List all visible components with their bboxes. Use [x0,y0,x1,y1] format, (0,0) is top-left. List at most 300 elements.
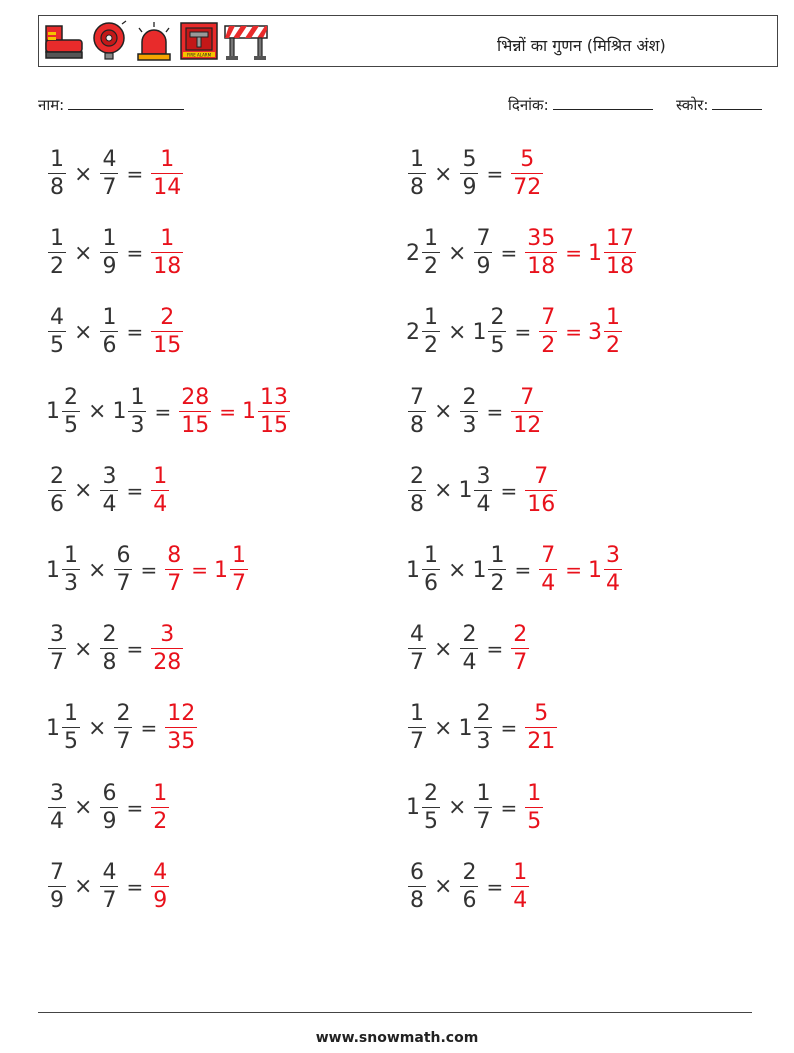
answer-fraction [149,859,171,913]
numerator: 2 [490,305,505,331]
denominator: 6 [424,571,438,596]
times-sign: × [88,557,107,583]
denominator: 9 [153,887,168,913]
answer [163,703,199,753]
answer [509,149,545,199]
problem-item [406,778,545,838]
fraction [511,624,529,674]
whole-number: 3 [587,319,602,345]
answer-equals-sign: = [565,241,582,266]
times-sign: × [434,715,453,741]
fraction [179,384,211,438]
factor-a [406,545,442,595]
fraction [488,545,506,595]
fraction [474,780,492,834]
times-sign: × [448,319,467,345]
denominator: 8 [410,175,424,200]
answer-equals-sign: = [565,320,582,345]
numerator: 7 [410,384,424,410]
answer-fraction [149,624,185,674]
denominator: 15 [259,412,288,438]
numerator: 1 [64,701,78,727]
whole-number: 1 [472,319,487,345]
numerator: 1 [64,543,78,568]
denominator: 4 [605,571,620,596]
problem-item [46,540,250,600]
factor-b [98,463,120,517]
fraction [539,307,557,357]
factor-b [98,859,120,913]
fraction [604,228,636,278]
equals-sign: = [126,162,144,186]
denominator: 7 [231,571,246,596]
denominator: 9 [50,887,64,913]
denominator: 4 [462,650,477,676]
numerator: 1 [410,147,424,172]
times-sign: × [434,399,453,425]
fraction [151,228,183,278]
denominator: 5 [490,333,505,359]
numerator: 4 [102,859,117,885]
fraction [128,384,146,438]
fraction [525,780,543,834]
fraction [114,545,132,595]
factor-a [46,624,68,674]
answer [537,307,624,357]
fraction [460,149,478,199]
denominator: 9 [102,808,117,834]
factor-b [98,780,120,834]
denominator: 9 [476,254,491,280]
fraction [62,545,80,595]
equals-sign: = [486,637,504,662]
fraction [511,149,543,199]
problem-item [46,461,171,521]
fraction [48,624,66,674]
denominator: 5 [64,729,78,755]
factor-b [472,780,494,834]
fraction [474,703,492,753]
answer-fraction [523,228,559,278]
denominator: 2 [605,333,620,359]
numerator: 1 [130,384,145,410]
denominator: 7 [476,808,491,834]
fraction [422,307,440,357]
fraction [48,149,66,199]
numerator: 1 [102,226,117,252]
times-sign: × [434,874,453,900]
equals-sign: = [126,795,144,820]
problem-item [406,382,545,442]
fraction [525,463,557,517]
score-label: स्कोर: [676,96,709,114]
fraction [100,859,118,913]
fraction [460,384,478,438]
answer-fraction [509,149,545,199]
numerator: 3 [50,780,64,806]
fraction [48,780,66,834]
problem-item [406,857,531,917]
denominator: 7 [167,571,182,596]
times-sign: × [434,636,453,662]
fraction [525,228,557,278]
date-label: दिनांक: [508,96,549,114]
numerator: 1 [102,305,117,331]
score-blank [712,95,762,110]
fraction [408,703,426,753]
denominator: 18 [153,254,182,280]
equals-sign: = [514,558,532,582]
denominator: 6 [102,333,117,359]
factor-a [406,228,442,278]
fraction [100,624,118,674]
fraction [100,307,118,357]
answer [537,545,624,595]
answer-fraction [163,545,185,595]
fraction [408,384,426,438]
fraction [48,307,66,357]
name-blank [68,95,184,110]
denominator: 5 [50,333,64,359]
denominator: 7 [513,650,528,676]
equals-sign: = [514,320,532,345]
fraction [100,463,118,517]
numerator: 2 [50,463,64,489]
numerator: 1 [153,463,168,489]
numerator: 1 [424,305,438,331]
answer-fraction [149,228,185,278]
numerator: 7 [541,305,556,331]
problem-item [46,619,185,679]
numerator: 6 [410,859,424,885]
answer-fraction [177,384,213,438]
denominator: 3 [476,729,491,755]
fraction [48,859,66,913]
whole-number: 1 [458,478,473,504]
answer [149,859,171,913]
times-sign: × [74,874,93,900]
fraction [165,703,197,753]
factor-b [458,463,494,517]
factor-b [458,384,480,438]
denominator: 18 [527,254,556,280]
denominator: 4 [476,491,491,517]
numerator: 3 [160,622,175,648]
denominator: 21 [527,729,556,755]
fraction [165,545,183,595]
numerator: 1 [424,543,438,568]
times-sign: × [434,161,453,187]
denominator: 35 [167,729,196,755]
header-icons [43,18,269,64]
whole-number: 2 [406,319,420,345]
numerator: 4 [153,859,168,885]
numerator: 7 [476,226,491,252]
numerator: 3 [605,543,620,568]
whole-number: 1 [458,715,473,741]
problem-item [46,144,185,204]
numerator: 1 [476,780,491,806]
factor-a [46,545,82,595]
denominator: 3 [64,571,78,596]
factor-a [46,149,68,199]
denominator: 2 [424,333,438,359]
footer-divider [38,1012,752,1013]
times-sign: × [74,795,93,821]
fraction [100,228,118,278]
fraction [460,624,478,674]
numerator: 3 [102,463,117,489]
fraction [100,780,118,834]
whole-number: 1 [406,557,420,583]
answer-mixed-number [588,307,624,357]
factor-a [46,228,68,278]
denominator: 8 [410,412,424,438]
whole-number: 1 [587,557,602,583]
fraction [258,384,290,438]
equals-sign: = [126,478,144,503]
numerator: 1 [513,859,528,885]
fraction [525,703,557,753]
problem-item [406,461,559,521]
name-field [38,95,184,115]
denominator: 18 [605,254,634,280]
numerator: 2 [462,622,477,648]
numerator: 1 [424,226,438,252]
answer [163,545,250,595]
fraction [408,463,426,517]
fire-alarm-box-icon [178,20,220,62]
answer-fraction [149,307,185,357]
denominator: 12 [513,412,542,438]
equals-sign: = [126,241,144,266]
problem-item [406,619,531,679]
denominator: 2 [490,571,505,596]
problem-item [46,698,199,758]
denominator: 2 [541,333,556,359]
answer-fraction [523,463,559,517]
numerator: 35 [527,226,556,252]
denominator: 28 [153,650,182,676]
fraction [151,624,183,674]
equals-sign: = [140,558,158,582]
fraction [422,228,440,278]
denominator: 9 [462,175,477,200]
factor-b [112,703,134,753]
fraction [408,149,426,199]
numerator: 3 [476,463,491,489]
times-sign: × [74,161,93,187]
denominator: 7 [50,650,64,676]
denominator: 2 [50,254,64,280]
times-sign: × [74,478,93,504]
numerator: 1 [410,701,424,727]
factor-b [98,624,120,674]
answer [149,780,171,834]
answer-fraction [163,703,199,753]
answer-fraction [509,384,545,438]
whole-number: 1 [213,557,228,583]
factor-a [46,780,68,834]
fire-alarm-label: FIRE ALARM [186,52,212,58]
problem-item [406,223,638,283]
denominator: 4 [513,887,528,913]
alarm-bell-icon [88,20,130,62]
numerator: 2 [513,622,528,648]
denominator: 7 [410,650,424,676]
numerator: 13 [259,384,288,410]
numerator: 1 [160,147,175,172]
answer [149,463,171,517]
factor-a [406,859,428,913]
numerator: 1 [50,226,64,252]
answer-equals-sign: = [191,558,208,582]
factor-b [458,149,480,199]
answer [149,624,185,674]
denominator: 2 [424,254,438,280]
answer [509,624,531,674]
factor-a [46,307,68,357]
equals-sign: = [500,716,518,741]
denominator: 8 [410,491,424,517]
footer-url: www.snowmath.com [315,1030,479,1046]
problem-item [46,382,292,442]
fraction [408,859,426,913]
answer-equals-sign: = [219,399,236,424]
factor-b [458,703,494,753]
whole-number: 1 [472,557,487,583]
denominator: 15 [153,333,182,359]
equals-sign: = [126,637,144,662]
fraction [230,545,248,595]
factor-b [112,545,134,595]
header-box [38,15,778,67]
score-field [676,95,762,115]
fraction [62,703,80,753]
fraction [48,463,66,517]
times-sign: × [88,399,107,425]
answer-fraction [509,859,531,913]
times-sign: × [88,715,107,741]
numerator: 5 [462,147,477,172]
numerator: 7 [50,859,64,885]
fraction [474,463,492,517]
denominator: 4 [102,491,117,517]
denominator: 14 [153,175,182,200]
numerator: 7 [520,384,535,410]
numerator: 6 [116,543,131,568]
answer [149,307,185,357]
equals-sign: = [486,399,504,424]
answer [509,384,545,438]
denominator: 4 [541,571,556,596]
answer [523,703,559,753]
factor-a [46,463,68,517]
equals-sign: = [486,874,504,899]
problem-item [46,302,185,362]
answer-fraction [537,307,559,357]
factor-a [406,780,442,834]
numerator: 2 [476,701,491,727]
barrier-icon [223,20,269,62]
denominator: 7 [410,729,424,755]
factor-b [472,228,494,278]
whole-number: 1 [112,399,127,425]
answer-equals-sign: = [565,558,582,582]
numerator: 1 [160,226,175,252]
numerator: 2 [410,463,424,489]
numerator: 7 [541,543,556,568]
times-sign: × [448,795,467,821]
denominator: 6 [50,491,64,517]
numerator: 5 [534,701,549,727]
fraction [48,228,66,278]
fraction [422,780,440,834]
numerator: 2 [424,780,438,806]
fraction [474,228,492,278]
denominator: 3 [130,412,145,438]
date-field [508,95,653,115]
denominator: 15 [181,412,210,438]
denominator: 7 [102,175,117,200]
numerator: 2 [116,701,131,727]
fraction [604,307,622,357]
fraction [604,545,622,595]
page-title: भिन्नों का गुणन (मिश्रित अंश) [497,36,666,55]
factor-b [458,859,480,913]
answer [523,463,559,517]
fraction [539,545,557,595]
numerator: 2 [64,384,78,410]
answer-mixed-number [588,545,624,595]
factor-b [472,307,508,357]
answer-mixed-number [214,545,250,595]
numerator: 6 [102,780,117,806]
date-blank [553,95,653,110]
equals-sign: = [126,874,144,899]
fraction [511,859,529,913]
factor-b [112,384,148,438]
factor-a [46,384,82,438]
numerator: 5 [520,147,535,172]
factor-a [406,384,428,438]
factor-a [406,624,428,674]
fraction [151,780,169,834]
equals-sign: = [126,320,144,345]
equals-sign: = [500,795,518,820]
denominator: 16 [527,491,556,517]
fraction [62,384,80,438]
numerator: 1 [231,543,246,568]
factor-b [98,307,120,357]
numerator: 1 [605,305,620,331]
problem-item [406,540,624,600]
fraction [151,149,183,199]
denominator: 3 [462,412,477,438]
numerator: 1 [490,543,505,568]
factor-b [98,149,120,199]
factor-b [458,624,480,674]
answer-fraction [523,780,545,834]
problem-item [406,144,545,204]
numerator: 2 [462,859,477,885]
numerator: 4 [50,305,64,331]
times-sign: × [74,240,93,266]
problem-item [406,302,624,362]
name-label: नाम: [38,96,65,114]
denominator: 7 [116,729,131,755]
whole-number: 1 [241,399,256,425]
